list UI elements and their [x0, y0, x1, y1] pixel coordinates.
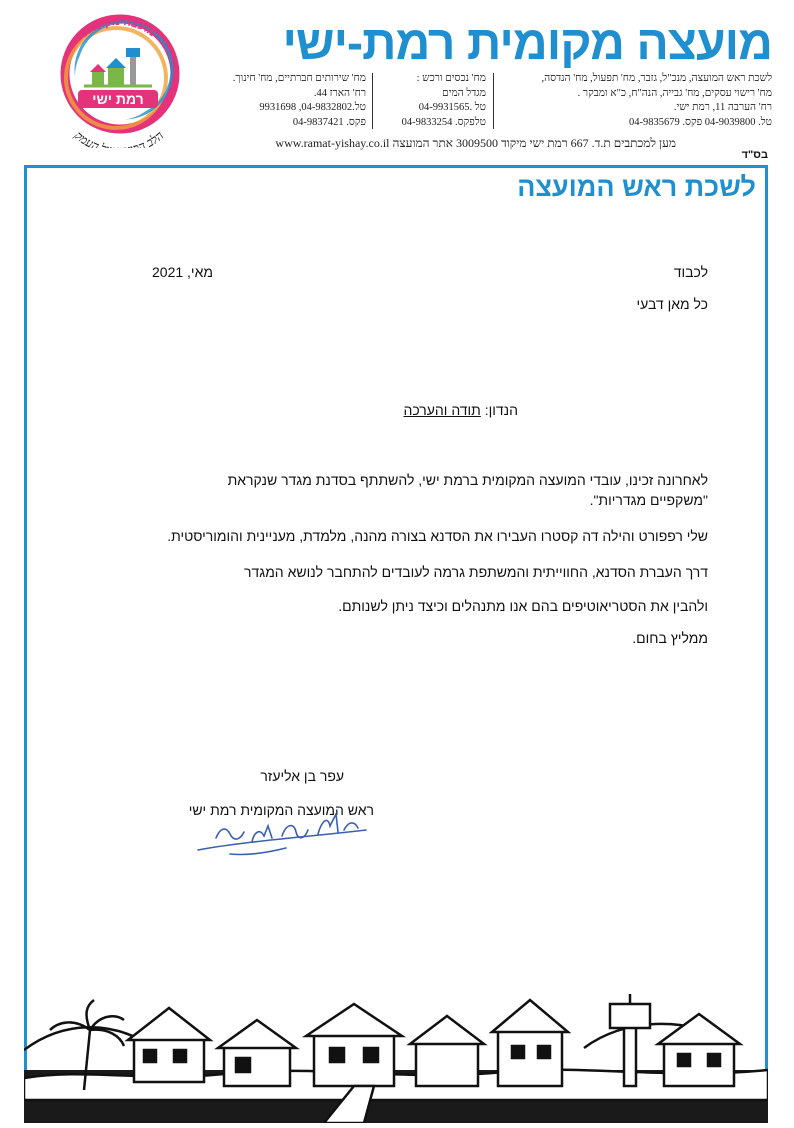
paragraph-line: שלי רפפורט והילה דה קסטרו העבירו את הסדנא בצורה מהנה, מלמדת, מעניינית והומוריסטית.: [167, 528, 708, 544]
contact-line: מח' שירותים חברתיים, מח' חינוך.: [232, 73, 366, 84]
letter-date: מאי, 2021: [152, 264, 213, 280]
logo-arc-bottom-text: הלב ה העמק: [71, 128, 167, 148]
bsd-mark: בס"ד: [741, 149, 768, 161]
council-logo: [44, 8, 194, 148]
council-name: מועצה מקומית רמת-ישי: [282, 17, 772, 70]
recipient: כל מאן דבעי: [636, 296, 708, 312]
signer-name: עפר בן אליעזר: [260, 768, 344, 784]
paragraph-line: ממליץ בחום.: [632, 630, 708, 646]
contact-line: טל. 04-9039800 פקס. 04-9835679: [629, 116, 772, 128]
office-title: לשכת ראש המועצה: [517, 172, 756, 202]
contact-line: טל .04-9931565: [418, 102, 486, 113]
paragraph-line: דרך העברת הסדנא, החווייתית והמשתפת גרמה לעובדים להתחבר לנושא המגדר: [244, 564, 708, 580]
contact-line: מח' רישוי עסקים, מח' גבייה, הנה"ח, כ"א ומבקר .: [577, 87, 772, 99]
contact-line: טל.04-9832802, 9931698: [259, 102, 366, 113]
subject-text: תודה והערכה: [403, 402, 481, 418]
contact-column-main-office: [492, 72, 772, 130]
contact-line: טלפקס. 04-9833254: [401, 116, 486, 128]
subject-label: הנדון:: [484, 402, 518, 418]
contact-line: פקס. 04-9837421: [292, 116, 366, 128]
salutation: לכבוד: [673, 264, 708, 280]
paragraph-line: ולהבין את הסטריאוטיפים בהם אנו מתנהלים וכיצד ניתן לשנותם.: [338, 598, 708, 614]
paragraph-line: לאחרונה זכינו, עובדי המועצה המקומית ברמת ישי, להשתתף בסדנת מגדר שנקראת: [227, 472, 708, 488]
village-illustration: [24, 990, 768, 1123]
column-divider: [372, 73, 373, 129]
signer-title: ראש המועצה המקומית רמת ישי: [188, 802, 374, 818]
column-divider: [493, 73, 494, 129]
contact-column-assets: [376, 72, 486, 130]
subject-line: [404, 400, 519, 420]
logo-arc-top-text: מועצה מקומית: [80, 15, 158, 40]
contact-line: לשכת ראש המועצה, מנכ"ל, גזבר, מח' תפעול, מח' הנדסה,: [541, 73, 772, 84]
contact-line: רח' הארז 44.: [313, 87, 366, 99]
contact-line: רח' הערבה 11, רמת ישי.: [673, 102, 772, 113]
contact-line: מגדל המים: [442, 87, 486, 99]
handwritten-signature: [190, 806, 380, 866]
paragraph-line: "משקפיים מגדריות".: [589, 492, 708, 508]
contact-line: מח' נכסים ורכש :: [416, 73, 486, 84]
logo-center-text: רמת ישי: [92, 91, 144, 107]
mail-address-line: מען למכתבים ת.ד. 667 רמת ישי מיקוד 3009500 אתר המועצה www.ramat-yishay.co.il: [275, 136, 676, 150]
contact-column-social: [196, 72, 366, 130]
